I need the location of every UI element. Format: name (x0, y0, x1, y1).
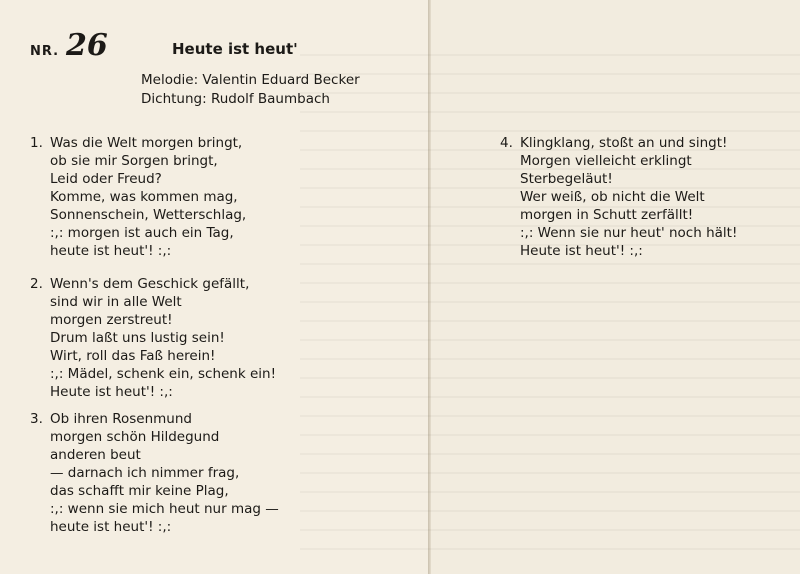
verse-line: — darnach ich nimmer frag, (50, 465, 240, 481)
verse-line: Ob ihren Rosenmund (50, 411, 192, 427)
verse-line: Was die Welt morgen bringt, (50, 135, 243, 151)
verse-line: Klingklang, stoßt an und singt! (520, 135, 728, 151)
verse-line: morgen schön Hildegund (50, 429, 220, 445)
verse-line: :,: morgen ist auch ein Tag, (50, 225, 234, 241)
verse-line: morgen in Schutt zerfällt! (520, 207, 694, 223)
verse-line: anderen beut (50, 447, 141, 463)
verse-line: das schafft mir keine Plag, (50, 483, 229, 499)
verse-line: Komme, was kommen mag, (50, 189, 238, 205)
verse-number: 4. (500, 135, 513, 151)
melody-credit: Melodie: Valentin Eduard Becker (141, 72, 360, 88)
verse-line: ob sie mir Sorgen bringt, (50, 153, 218, 169)
song-number: 26 (66, 28, 108, 63)
verse-line: Heute ist heut'! :,: (50, 384, 173, 400)
verse-line: Sterbegeläut! (520, 171, 613, 187)
verse-3 (30, 410, 279, 536)
verse-line: :,: Mädel, schenk ein, schenk ein! (50, 366, 276, 382)
verse-line: heute ist heut'! :,: (50, 243, 172, 259)
verse-2 (30, 275, 276, 401)
verse-line: Wirt, roll das Faß herein! (50, 348, 216, 364)
verse-line: :,: Wenn sie nur heut' noch hält! (520, 225, 738, 241)
song-title: Heute ist heut' (172, 40, 298, 58)
verse-number: 2. (30, 276, 43, 292)
verse-line: Morgen vielleicht erklingt (520, 153, 692, 169)
verse-line: Heute ist heut'! :,: (520, 243, 643, 259)
song-number-label: NR. (30, 44, 60, 59)
verse-line: sind wir in alle Welt (50, 294, 182, 310)
verse-number: 1. (30, 135, 43, 151)
verse-4 (500, 134, 737, 260)
bleed-through-texture (300, 40, 800, 560)
verse-1 (30, 134, 246, 260)
verse-line: heute ist heut'! :,: (50, 519, 172, 535)
verse-number: 3. (30, 411, 43, 427)
verse-line: Sonnenschein, Wetterschlag, (50, 207, 247, 223)
verse-line: Wer weiß, ob nicht die Welt (520, 189, 705, 205)
verse-line: morgen zerstreut! (50, 312, 173, 328)
verse-line: Drum laßt uns lustig sein! (50, 330, 225, 346)
verse-line: :,: wenn sie mich heut nur mag — (50, 501, 279, 517)
verse-line: Leid oder Freud? (50, 171, 162, 187)
lyrics-credit: Dichtung: Rudolf Baumbach (141, 91, 330, 107)
verse-line: Wenn's dem Geschick gefällt, (50, 276, 250, 292)
